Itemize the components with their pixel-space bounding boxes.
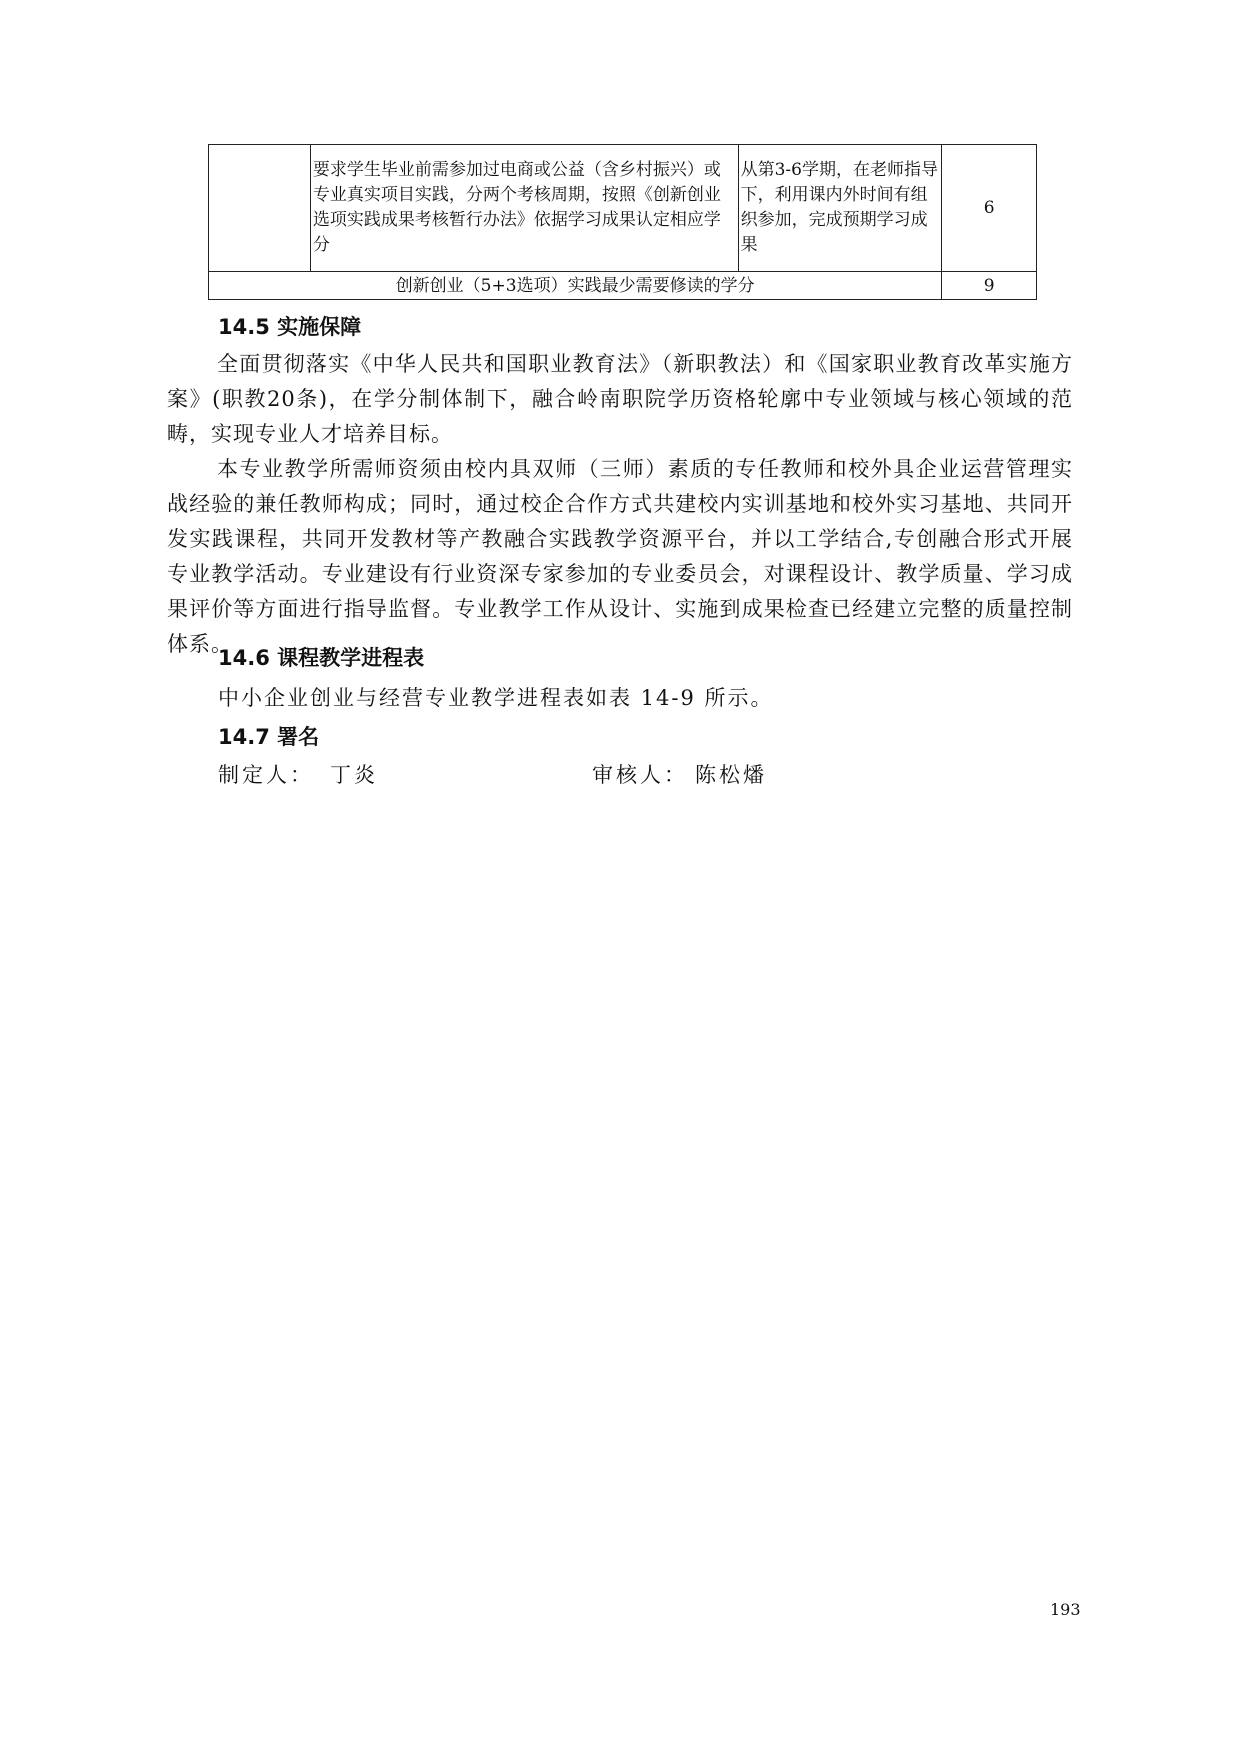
- table-cell-category: [209, 145, 311, 272]
- section-heading-14-5: 14.5 实施保障: [218, 315, 362, 339]
- table-total-credit: 9: [942, 272, 1037, 300]
- author-label: 制定人：: [218, 763, 314, 787]
- section-heading-14-6: 14.6 课程教学进程表: [218, 646, 425, 670]
- reviewer-name: 陈松燔: [695, 763, 767, 787]
- practice-credit-table: [208, 144, 1037, 300]
- table-total-row: [209, 272, 1037, 300]
- table-cell-timing: 从第3-6学期，在老师指导下，利用课内外时间有组织参加，完成预期学习成果: [738, 145, 942, 272]
- table-cell-requirement: 要求学生毕业前需参加过电商或公益（含乡村振兴）或专业真实项目实践，分两个考核周期，按照《创新创业选项实践成果考核暂行办法》依据学习成果认定相应学分: [310, 145, 738, 272]
- author-name: 丁炎: [330, 763, 378, 787]
- paragraph-implementation-2: 本专业教学所需师资须由校内具双师（三师）素质的专任教师和校外具企业运营管理实战经验的兼任教师构成；同时，通过校企合作方式共建校内实训基地和校外实习基地、共同开发实践课程，共同开发教材等产教融合实践教学资源平台，并以工学结合,专创融合形式开展专业教学活动。专业建设有行业资深专家参加的专业委员会，对课程设计、教学质量、学习成果评价等方面进行指导监督。专业教学工作从设计、实施到成果检查已经建立完整的质量控制体系。: [167, 457, 1073, 656]
- section-heading-14-7: 14.7 署名: [218, 725, 320, 749]
- table-total-label: 创新创业（5+3选项）实践最少需要修读的学分: [209, 272, 942, 300]
- paragraph-implementation-1: 全面贯彻落实《中华人民共和国职业教育法》（新职教法）和《国家职业教育改革实施方案》(职教20条)，在学分制体制下，融合岭南职院学历资格轮廓中专业领域与核心领域的范畴，实现专业人才培养目标。: [167, 352, 1073, 446]
- table-row: [209, 145, 1037, 272]
- table-cell-credit: 6: [942, 145, 1037, 272]
- reviewer-label: 审核人：: [592, 763, 688, 787]
- schedule-reference-text: 中小企业创业与经营专业教学进程表如表 14-9 所示。: [218, 686, 774, 710]
- page-number: 193: [1050, 1600, 1081, 1619]
